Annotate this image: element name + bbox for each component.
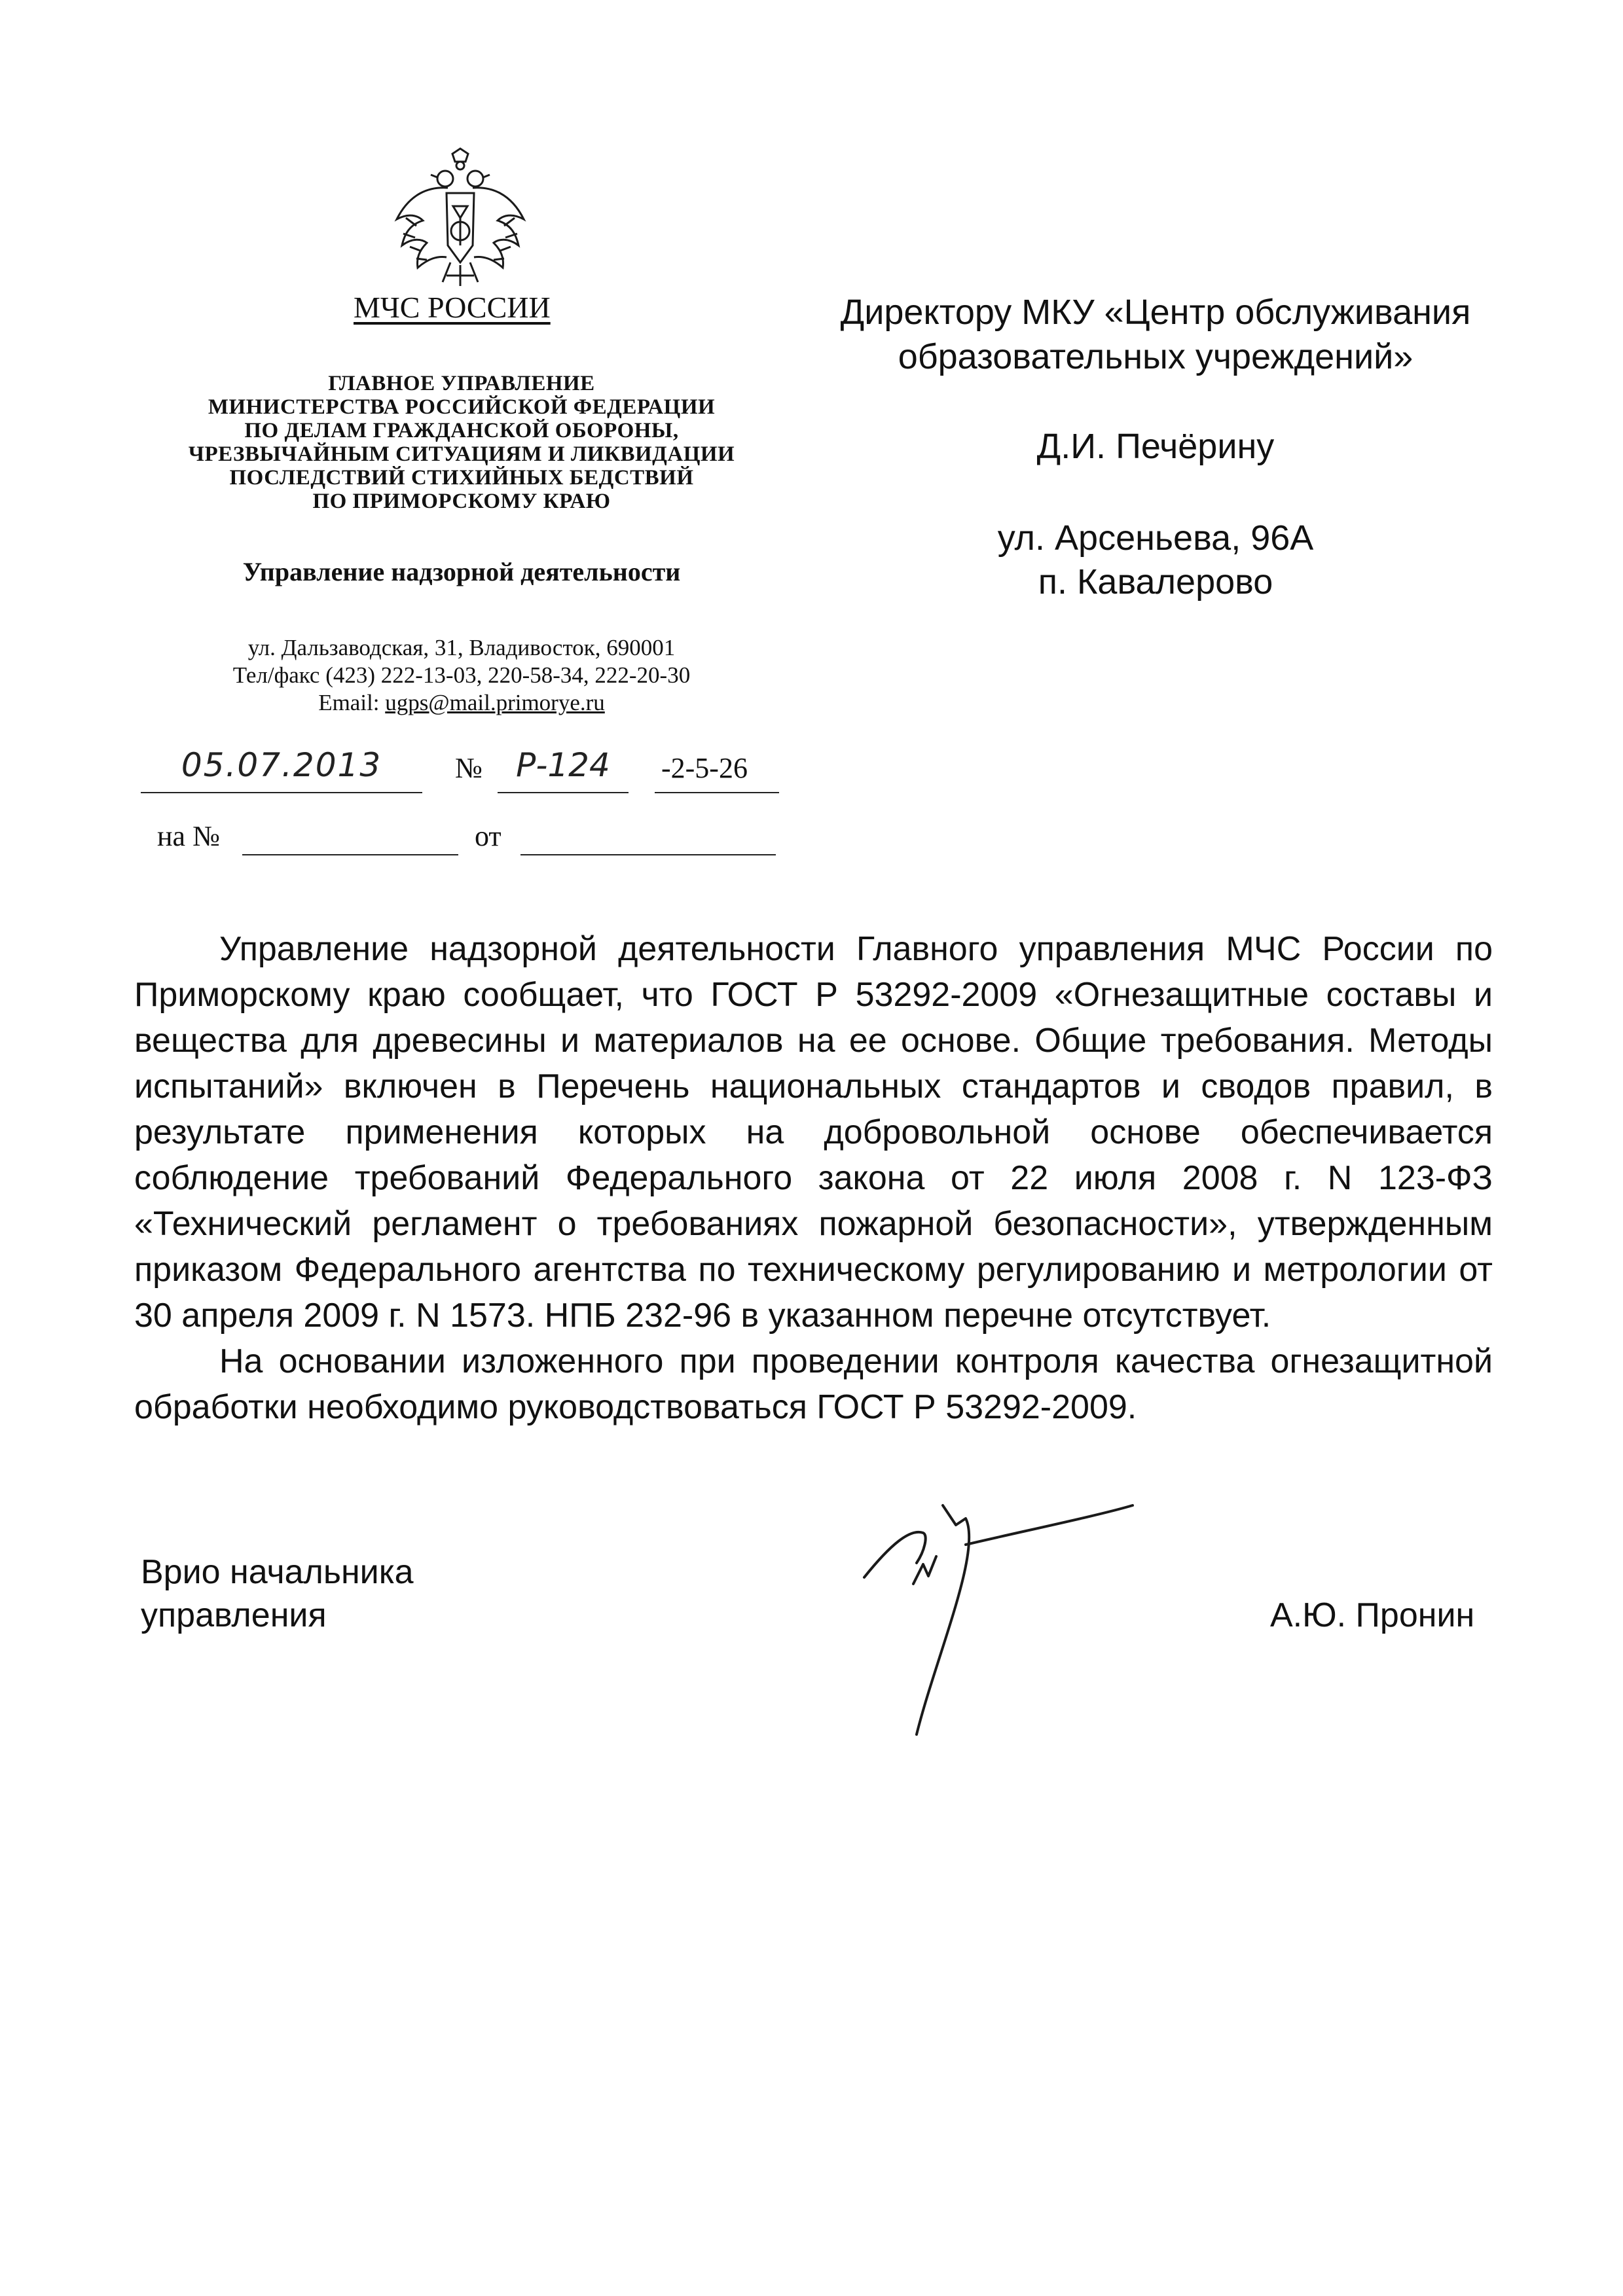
body-paragraph-1: Управление надзорной деятельности Главного управления МЧС России по Приморскому краю сообщает, что ГОСТ Р 53292-2009 «Огнезащитные составы и вещества для древесины и материалов на ее основе. Общие требования. Методы испытаний» включен в Перечень национальных стандартов и сводов правил, в результате применения которых на добровольной основе обеспечивается соблюдение требований Федерального закона от 22 июля 2008 г. N 123-ФЗ «Технический регламент о требованиях пожарной безопасности», утвержденным приказом Федерального агентства по техническому регулированию и метрологии от 30 апреля 2009 г. N 1573. НПБ 232-96 в указанном перечне отсутствует. — [134, 930, 1493, 1335]
signer-name: А.Ю. Пронин — [1270, 1596, 1475, 1634]
ministry-line-5: ПОСЛЕДСТВИЙ СТИХИЙНЫХ БЕДСТВИЙ — [229, 466, 694, 490]
letter-body — [134, 926, 1493, 1430]
recipient-name: Д.И. Печёрину — [1036, 427, 1275, 466]
email-link[interactable]: ugps@mail.primorye.ru — [385, 690, 605, 715]
organization-name: МЧС РОССИИ — [354, 291, 551, 324]
reply-date-label: от — [475, 820, 501, 852]
ministry-line-6: ПО ПРИМОРСКОМУ КРАЮ — [312, 490, 611, 513]
sender-email-line — [131, 690, 792, 716]
outgoing-number: Р-124 — [498, 746, 629, 793]
outgoing-date: 05.07.2013 — [141, 746, 422, 793]
sender-phone: Тел/факс (423) 222-13-03, 220-58-34, 222-20-30 — [232, 662, 691, 688]
ministry-line-3: ПО ДЕЛАМ ГРАЖДАНСКОЙ ОБОРОНЫ, — [244, 419, 679, 442]
outgoing-number-suffix: -2-5-26 — [661, 752, 748, 784]
email-label: Email: — [318, 690, 380, 715]
outgoing-number-label: № — [455, 752, 483, 784]
body-paragraph-2: На основании изложенного при проведении контроля качества огнезащитной обработки необходимо руководствоваться ГОСТ Р 53292-2009. — [134, 1342, 1493, 1426]
recipient-town: п. Кавалерово — [1038, 562, 1273, 601]
recipient-title-line-2: образовательных учреждений» — [898, 337, 1413, 376]
reply-number-blank — [242, 854, 458, 855]
recipient-street: ул. Арсеньева, 96А — [997, 518, 1314, 558]
sender-address: ул. Дальзаводская, 31, Владивосток, 690001 — [247, 635, 676, 660]
emercom-emblem-icon — [390, 147, 530, 288]
signer-position-line-2: управления — [141, 1596, 327, 1634]
handwritten-signature — [851, 1492, 1152, 1741]
reply-date-blank — [520, 854, 776, 855]
ministry-line-1: ГЛАВНОЕ УПРАВЛЕНИЕ — [328, 372, 595, 395]
reply-number-label: на № — [157, 820, 221, 852]
ministry-line-2: МИНИСТЕРСТВА РОССИЙСКОЙ ФЕДЕРАЦИИ — [208, 395, 716, 419]
department-name: Управление надзорной деятельности — [242, 557, 681, 586]
recipient-title-line-1: Директору МКУ «Центр обслуживания — [840, 293, 1471, 332]
ministry-line-4: ЧРЕЗВЫЧАЙНЫМ СИТУАЦИЯМ И ЛИКВИДАЦИИ — [188, 442, 735, 466]
outgoing-underline — [655, 792, 779, 793]
signer-position-line-1: Врио начальника — [141, 1553, 414, 1591]
